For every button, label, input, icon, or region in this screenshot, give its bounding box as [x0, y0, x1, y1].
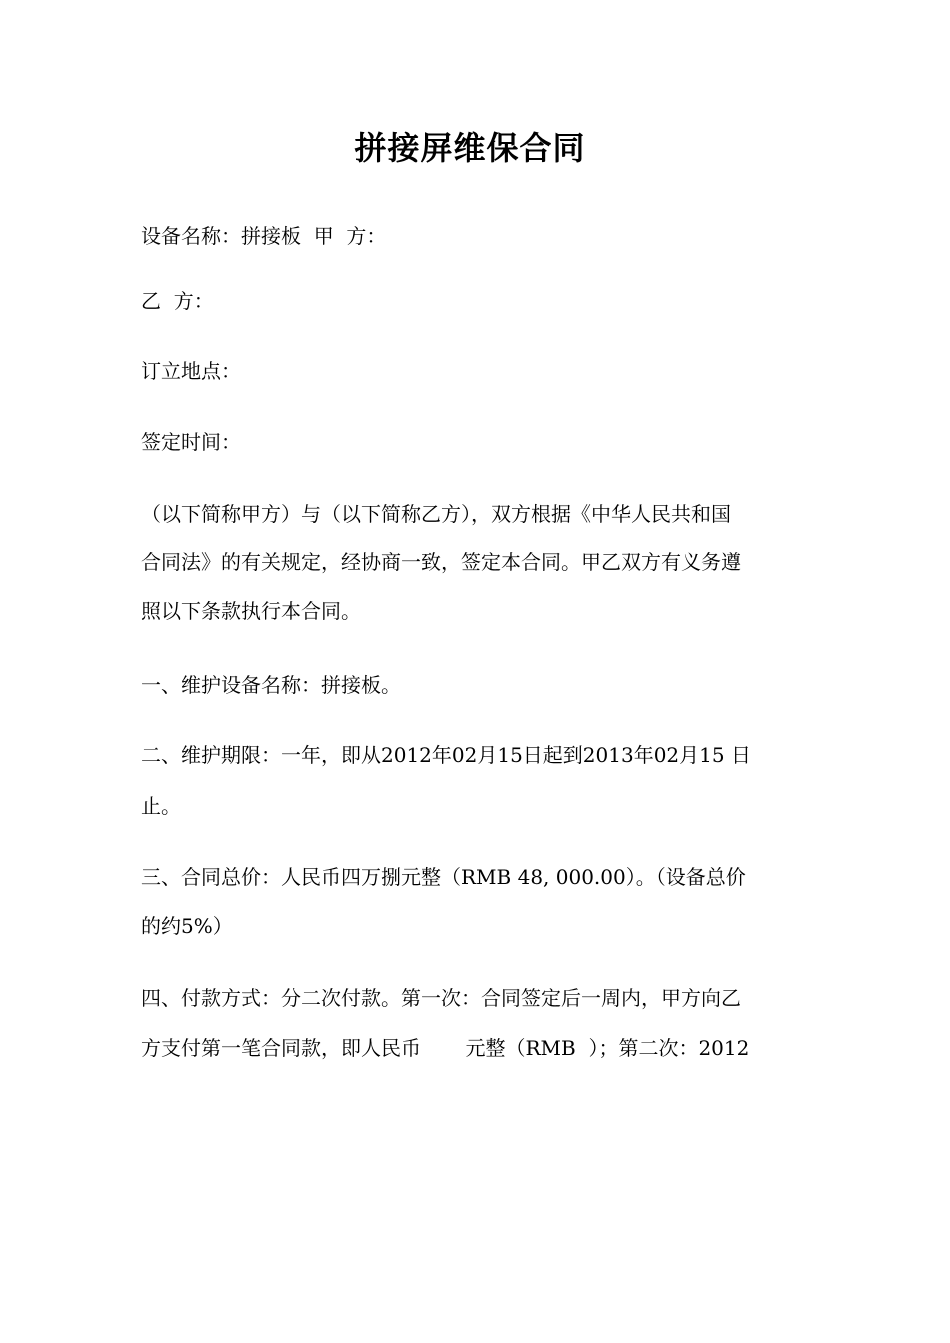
clause-2-line-2: 止。 — [141, 794, 181, 818]
field-party-b: 乙 方： — [141, 289, 214, 313]
preamble-line-2: 合同法》的有关规定，经协商一致，签定本合同。甲乙双方有义务遵 — [141, 550, 741, 574]
clause-3-line-1: 三、合同总价：人民币四万捌元整（RMB 48, 000.00）。（设备总价 — [141, 865, 746, 889]
clause-1-line-1: 一、维护设备名称：拼接板。 — [141, 673, 401, 697]
clause-4-line-1: 四、付款方式：分二次付款。第一次：合同签定后一周内，甲方向乙 — [141, 986, 741, 1010]
field-signing-time: 签定时间： — [141, 430, 241, 454]
document-title: 拼接屏维保合同 — [354, 129, 586, 167]
preamble-line-3: 照以下条款执行本合同。 — [141, 599, 361, 623]
clause-2-line-1: 二、维护期限：一年，即从2012年02月15日起到2013年02月15 日 — [141, 743, 751, 767]
preamble-line-1: （以下简称甲方）与（以下简称乙方），双方根据《中华人民共和国 — [141, 502, 731, 526]
clause-3-line-2: 的约5%） — [141, 914, 233, 938]
field-equipment-and-party-a: 设备名称：拼接板 甲 方： — [141, 224, 387, 248]
clause-4-line-2: 方支付第一笔合同款，即人民币 元整（RMB ）；第二次：2012 — [141, 1036, 750, 1060]
field-signing-location: 订立地点： — [141, 359, 241, 383]
